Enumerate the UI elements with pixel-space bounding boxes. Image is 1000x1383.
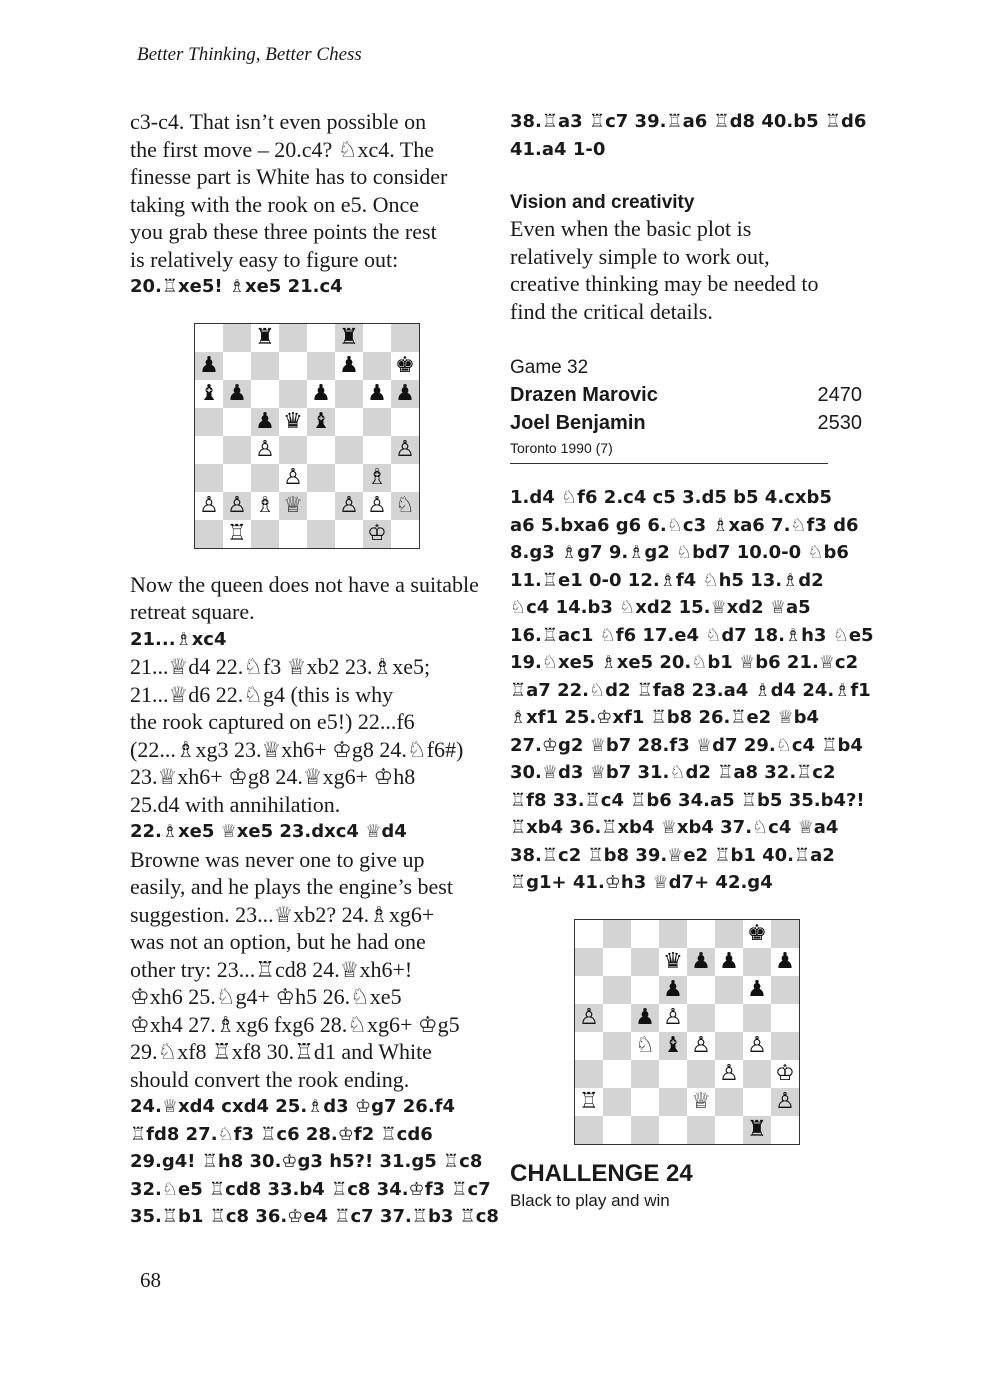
board-square xyxy=(715,1032,743,1060)
move-line: 41.a4 1-0 xyxy=(510,138,606,160)
board-square xyxy=(743,976,771,1004)
chess-piece-icon: ♟ xyxy=(311,380,331,406)
chess-piece-icon: ♙ xyxy=(747,1032,767,1058)
move-line: 24.♕xd4 cxd4 25.♗d3 ♔g7 26.f4 xyxy=(130,1096,456,1117)
move-line-22: 22.♗xe5 ♕xe5 23.dxc4 ♕d4 xyxy=(130,821,407,842)
move-line: 27.♔g2 ♕b7 28.f3 ♕d7 29.♘c4 ♖b4 xyxy=(510,734,863,756)
board-square xyxy=(687,948,715,976)
board-square xyxy=(251,492,279,520)
board-square xyxy=(223,324,251,352)
chess-piece-icon: ♙ xyxy=(719,1060,739,1086)
chess-piece-icon: ♟ xyxy=(663,976,683,1002)
chess-piece-icon: ♙ xyxy=(579,1004,599,1030)
chess-board xyxy=(574,919,800,1145)
board-square xyxy=(687,1032,715,1060)
section-line: find the critical details. xyxy=(510,298,713,324)
board-square xyxy=(307,520,335,548)
board-square xyxy=(195,492,223,520)
board-square xyxy=(715,920,743,948)
board-square xyxy=(335,408,363,436)
board-square xyxy=(279,520,307,548)
chess-piece-icon: ♗ xyxy=(367,464,387,490)
analysis-line: 25.d4 with annihilation. xyxy=(130,791,341,817)
board-square xyxy=(391,464,419,492)
move-line: ♖fd8 27.♘f3 ♖c6 28.♔f2 ♖cd6 xyxy=(130,1123,433,1145)
board-square xyxy=(279,408,307,436)
board-square xyxy=(335,520,363,548)
move-line: 16.♖ac1 ♘f6 17.e4 ♘d7 18.♗h3 ♘e5 xyxy=(510,624,874,646)
board-square xyxy=(279,464,307,492)
intro-line: you grab these three points the rest xyxy=(130,219,437,244)
chess-piece-icon: ♔ xyxy=(367,520,387,546)
board-square xyxy=(575,1116,603,1144)
board-square xyxy=(363,520,391,548)
board-square xyxy=(335,436,363,464)
board-square xyxy=(223,436,251,464)
board-square xyxy=(223,520,251,548)
chess-piece-icon: ♟ xyxy=(775,948,795,974)
board-square xyxy=(603,1060,631,1088)
board-square xyxy=(687,1088,715,1116)
chess-piece-icon: ♝ xyxy=(199,380,219,406)
board-square xyxy=(631,1004,659,1032)
event-line: Toronto 1990 (7) xyxy=(510,437,828,464)
analysis-line: 21...♕d4 22.♘f3 ♕xb2 23.♗xe5; xyxy=(130,654,431,679)
board-square xyxy=(575,1032,603,1060)
board-square xyxy=(631,1116,659,1144)
board-square xyxy=(631,1088,659,1116)
browne-line: should convert the rook ending. xyxy=(130,1066,410,1092)
browne-line: easily, and he plays the engine’s best xyxy=(130,874,453,899)
board-square xyxy=(575,920,603,948)
chess-piece-icon: ♚ xyxy=(395,352,415,378)
board-square xyxy=(575,1060,603,1088)
analysis-line: 23.♕xh6+ ♔g8 24.♕xg6+ ♔h8 xyxy=(130,764,416,789)
board-square xyxy=(687,920,715,948)
browne-paragraph xyxy=(130,846,488,1094)
game-label: Game 32 xyxy=(510,357,589,378)
page-number: 68 xyxy=(140,1268,161,1292)
browne-line: suggestion. 23...♕xb2? 24.♗xg6+ xyxy=(130,901,435,927)
chess-piece-icon: ♟ xyxy=(635,1004,655,1030)
board-square xyxy=(659,1032,687,1060)
chess-piece-icon: ♟ xyxy=(747,976,767,1002)
board-square xyxy=(251,464,279,492)
board-square xyxy=(771,976,799,1004)
chess-piece-icon: ♙ xyxy=(255,436,275,462)
final-moves xyxy=(130,1093,499,1231)
board-square xyxy=(279,380,307,408)
board-square xyxy=(743,920,771,948)
board-square xyxy=(307,324,335,352)
board-square xyxy=(715,1004,743,1032)
board-square xyxy=(631,1060,659,1088)
board-square xyxy=(307,436,335,464)
board-square xyxy=(659,976,687,1004)
board-square xyxy=(335,380,363,408)
black-player-name: Joel Benjamin xyxy=(510,412,646,434)
section-line: creative thinking may be needed to xyxy=(510,271,819,296)
board-square xyxy=(659,1004,687,1032)
chess-piece-icon: ♗ xyxy=(255,492,275,518)
chess-piece-icon: ♙ xyxy=(283,464,303,490)
board-square xyxy=(659,948,687,976)
board-square xyxy=(391,436,419,464)
board-square xyxy=(251,324,279,352)
board-square xyxy=(335,352,363,380)
chess-piece-icon: ♟ xyxy=(719,948,739,974)
chess-piece-icon: ♛ xyxy=(663,948,683,974)
board-square xyxy=(223,380,251,408)
board-square xyxy=(771,1088,799,1116)
board-square xyxy=(743,948,771,976)
chess-piece-icon: ♕ xyxy=(283,492,303,518)
challenge-subtitle: Black to play and win xyxy=(510,1190,670,1210)
board-square xyxy=(715,1088,743,1116)
board-square xyxy=(687,976,715,1004)
board-square xyxy=(223,352,251,380)
board-square xyxy=(771,1116,799,1144)
board-square xyxy=(195,380,223,408)
board-square xyxy=(251,436,279,464)
browne-line: Browne was never one to give up xyxy=(130,846,425,872)
board-square xyxy=(659,920,687,948)
chess-piece-icon: ♚ xyxy=(747,920,767,946)
board-square xyxy=(391,324,419,352)
board-square xyxy=(251,352,279,380)
board-square xyxy=(363,380,391,408)
board-square xyxy=(195,464,223,492)
chess-piece-icon: ♔ xyxy=(775,1060,795,1086)
browne-line: other try: 23...♖cd8 24.♕xh6+! xyxy=(130,956,413,982)
board-square xyxy=(335,324,363,352)
board-square xyxy=(335,464,363,492)
board-square xyxy=(363,408,391,436)
board-square xyxy=(659,1116,687,1144)
board-square xyxy=(363,324,391,352)
left-column xyxy=(130,108,499,1231)
board-square xyxy=(279,492,307,520)
board-square xyxy=(743,1060,771,1088)
chess-piece-icon: ♝ xyxy=(311,408,331,434)
board-square xyxy=(743,1032,771,1060)
move-line: ♘c4 14.b3 ♘xd2 15.♕xd2 ♕a5 xyxy=(510,597,811,618)
chess-piece-icon: ♘ xyxy=(395,492,415,518)
move-line: 38.♖a3 ♖c7 39.♖a6 ♖d8 40.b5 ♖d6 xyxy=(510,111,867,132)
move-line: 38.♖c2 ♖b8 39.♕e2 ♖b1 40.♖a2 xyxy=(510,844,835,866)
board-square xyxy=(771,1032,799,1060)
move-line: ♖f8 33.♖c4 ♖b6 34.a5 ♖b5 35.b4?! xyxy=(510,789,865,811)
board-square xyxy=(743,1004,771,1032)
chess-piece-icon: ♙ xyxy=(339,492,359,518)
board-square xyxy=(715,976,743,1004)
board-square xyxy=(771,920,799,948)
chess-piece-icon: ♟ xyxy=(199,352,219,378)
board-square xyxy=(575,948,603,976)
board-square xyxy=(391,352,419,380)
board-square xyxy=(335,492,363,520)
board-square xyxy=(603,1004,631,1032)
board-square xyxy=(771,1004,799,1032)
move-line: a6 5.bxa6 g6 6.♘c3 ♗xa6 7.♘f3 d6 xyxy=(510,514,859,536)
board-square xyxy=(363,464,391,492)
board-square xyxy=(715,1060,743,1088)
board-square xyxy=(391,408,419,436)
browne-line: ♔xh6 25.♘g4+ ♔h5 26.♘xe5 xyxy=(130,984,402,1009)
board-square xyxy=(307,408,335,436)
board-square xyxy=(603,976,631,1004)
browne-line: 29.♘xf8 ♖xf8 30.♖d1 and White xyxy=(130,1039,432,1064)
chess-piece-icon: ♙ xyxy=(775,1088,795,1114)
move-line: 8.g3 ♗g7 9.♗g2 ♘bd7 10.0-0 ♘b6 xyxy=(510,542,849,563)
board-square xyxy=(307,352,335,380)
analysis-line: (22...♗xg3 23.♕xh6+ ♔g8 24.♘f6#) xyxy=(130,736,464,762)
chess-piece-icon: ♙ xyxy=(395,436,415,462)
board-square xyxy=(307,464,335,492)
board-square xyxy=(195,352,223,380)
move-line: ♖g1+ 41.♔h3 ♕d7+ 42.g4 xyxy=(510,872,773,893)
move-line-21: 21...♗xc4 xyxy=(130,628,227,650)
move-line: ♗xf1 25.♔xf1 ♖b8 26.♖e2 ♕b4 xyxy=(510,707,820,728)
board-square xyxy=(251,380,279,408)
chess-piece-icon: ♟ xyxy=(227,380,247,406)
board-square xyxy=(603,1088,631,1116)
browne-line: ♔xh4 27.♗xg6 fxg6 28.♘xg6+ ♔g5 xyxy=(130,1011,460,1037)
board-square xyxy=(603,948,631,976)
chess-piece-icon: ♖ xyxy=(579,1088,599,1114)
chess-piece-icon: ♖ xyxy=(227,520,247,546)
black-player-row xyxy=(510,409,862,437)
board-square xyxy=(715,948,743,976)
board-square xyxy=(575,1004,603,1032)
chess-piece-icon: ♙ xyxy=(199,492,219,518)
section-line: relatively simple to work out, xyxy=(510,243,770,269)
right-column xyxy=(510,108,874,1213)
chess-piece-icon: ♙ xyxy=(691,1032,711,1058)
board-square xyxy=(631,976,659,1004)
chess-piece-icon: ♟ xyxy=(367,380,387,406)
chess-piece-icon: ♕ xyxy=(691,1088,711,1114)
white-player-rating: 2470 xyxy=(817,384,862,406)
board-square xyxy=(251,520,279,548)
board-square xyxy=(223,492,251,520)
board-square xyxy=(575,976,603,1004)
board-square xyxy=(715,1116,743,1144)
analysis-line: 21...♕d6 22.♘g4 (this is why xyxy=(130,681,394,707)
board-square xyxy=(659,1088,687,1116)
board-square xyxy=(251,408,279,436)
board-square xyxy=(195,408,223,436)
intro-line: finesse part is White has to consider xyxy=(130,164,448,189)
board-square xyxy=(631,1032,659,1060)
section-paragraph xyxy=(510,215,862,325)
move-line: 19.♘xe5 ♗xe5 20.♘b1 ♕b6 21.♕c2 xyxy=(510,652,859,673)
board-square xyxy=(195,436,223,464)
white-player-row xyxy=(510,381,862,409)
board-square xyxy=(603,920,631,948)
board-square xyxy=(391,380,419,408)
chess-piece-icon: ♟ xyxy=(339,352,359,378)
board-square xyxy=(307,380,335,408)
board-square xyxy=(631,920,659,948)
after-diagram-text: Now the queen does not have a suitable retreat square. xyxy=(130,571,479,624)
board-square xyxy=(391,492,419,520)
move-line-20: 20.♖xe5! ♗xe5 21.c4 xyxy=(130,276,343,297)
section-line: Even when the basic plot is xyxy=(510,216,752,241)
move-line: 30.♕d3 ♕b7 31.♘d2 ♖a8 32.♖c2 xyxy=(510,762,836,783)
board-square xyxy=(743,1116,771,1144)
board-square xyxy=(687,1116,715,1144)
board-square xyxy=(659,1060,687,1088)
chess-board xyxy=(194,323,420,549)
board-square xyxy=(195,324,223,352)
intro-paragraph xyxy=(130,108,488,273)
board-square xyxy=(363,492,391,520)
intro-line: the first move – 20.c4? ♘xc4. The xyxy=(130,136,435,162)
move-line: 32.♘e5 ♖cd8 33.b4 ♖c8 34.♔f3 ♖c7 xyxy=(130,1178,491,1200)
analysis-paragraph xyxy=(130,653,488,818)
chess-piece-icon: ♜ xyxy=(255,324,275,350)
section-heading: Vision and creativity xyxy=(510,192,695,213)
intro-line: c3-c4. That isn’t even possible on xyxy=(130,109,427,134)
board-square xyxy=(743,1088,771,1116)
move-line: ♖xb4 36.♖xb4 ♕xb4 37.♘c4 ♕a4 xyxy=(510,817,839,838)
chess-piece-icon: ♘ xyxy=(635,1032,655,1058)
chess-piece-icon: ♜ xyxy=(339,324,359,350)
intro-line: is relatively easy to figure out: xyxy=(130,246,399,272)
board-square xyxy=(279,352,307,380)
board-square xyxy=(223,464,251,492)
board-square xyxy=(771,948,799,976)
chess-piece-icon: ♙ xyxy=(227,492,247,518)
board-square xyxy=(195,520,223,548)
move-line: 29.g4! ♖h8 30.♔g3 h5?! 31.g5 ♖c8 xyxy=(130,1151,483,1172)
white-player-name: Drazen Marovic xyxy=(510,384,658,406)
browne-line: was not an option, but he had one xyxy=(130,929,426,954)
board-square xyxy=(603,1116,631,1144)
board-square xyxy=(307,492,335,520)
move-line: 35.♖b1 ♖c8 36.♔e4 ♖c7 37.♖b3 ♖c8 xyxy=(130,1206,499,1227)
board-square xyxy=(603,1032,631,1060)
chess-piece-icon: ♛ xyxy=(283,408,303,434)
board-square xyxy=(771,1060,799,1088)
analysis-line: the rook captured on e5!) 22...f6 xyxy=(130,709,415,734)
chess-piece-icon: ♙ xyxy=(367,492,387,518)
chess-piece-icon: ♟ xyxy=(255,408,275,434)
chess-piece-icon: ♝ xyxy=(663,1032,683,1058)
chess-piece-icon: ♟ xyxy=(691,948,711,974)
challenge-title: CHALLENGE 24 xyxy=(510,1159,693,1187)
move-line: 11.♖e1 0-0 12.♗f4 ♘h5 13.♗d2 xyxy=(510,569,824,591)
board-square xyxy=(687,1060,715,1088)
board-square xyxy=(575,1088,603,1116)
intro-line: taking with the rook on e5. Once xyxy=(130,191,419,217)
chess-piece-icon: ♜ xyxy=(747,1116,767,1142)
board-square xyxy=(279,324,307,352)
chess-piece-icon: ♟ xyxy=(395,380,415,406)
chess-diagram-2 xyxy=(574,919,862,1145)
board-square xyxy=(363,436,391,464)
running-head: Better Thinking, Better Chess xyxy=(137,44,362,65)
black-player-rating: 2530 xyxy=(817,412,862,434)
board-square xyxy=(391,520,419,548)
move-line: 1.d4 ♘f6 2.c4 c5 3.d5 b5 4.cxb5 xyxy=(510,487,832,508)
move-line: ♖a7 22.♘d2 ♖fa8 23.a4 ♗d4 24.♗f1 xyxy=(510,679,871,701)
board-square xyxy=(631,948,659,976)
game-moves xyxy=(510,484,874,897)
chess-diagram-1 xyxy=(194,323,488,549)
board-square xyxy=(279,436,307,464)
chess-piece-icon: ♙ xyxy=(663,1004,683,1030)
board-square xyxy=(687,1004,715,1032)
board-square xyxy=(363,352,391,380)
board-square xyxy=(223,408,251,436)
